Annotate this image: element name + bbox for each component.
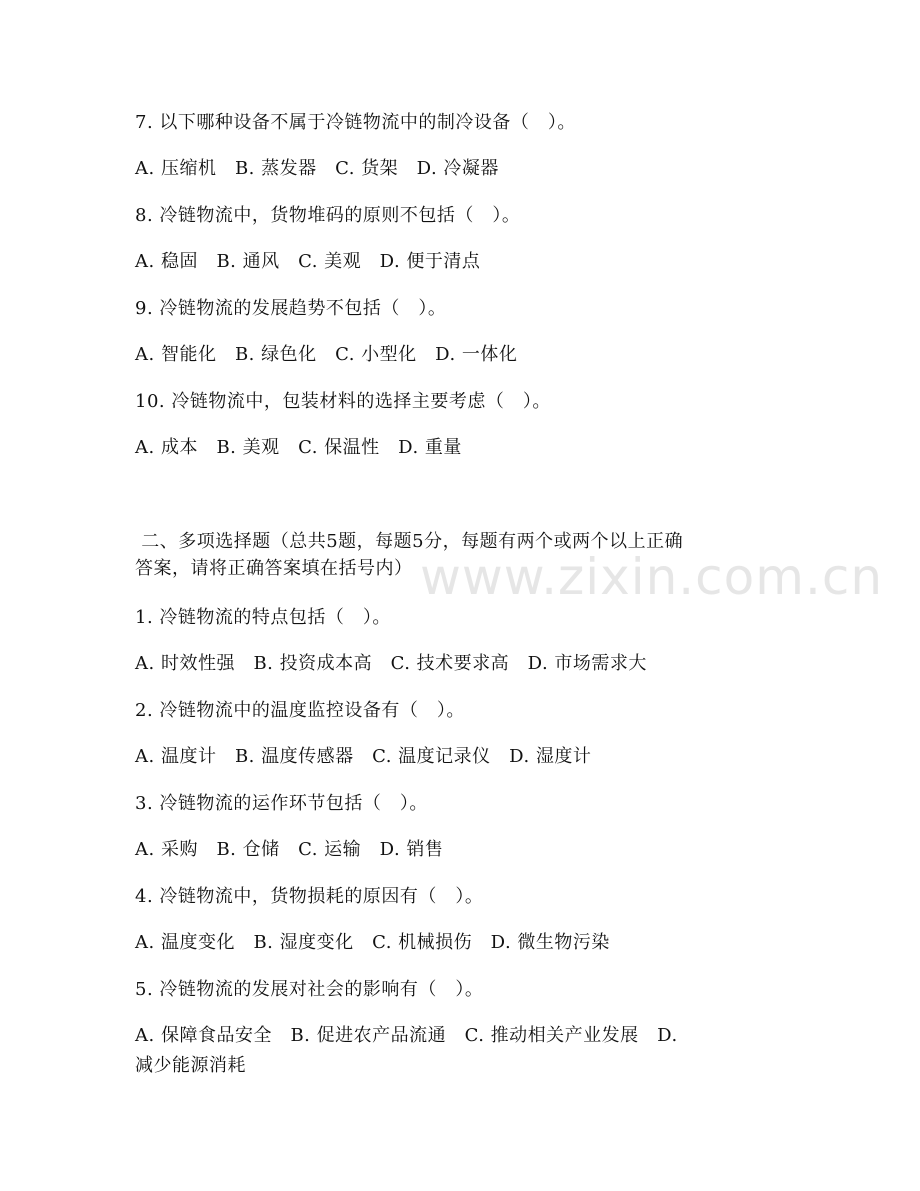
watermark: www.zixin.com.cn [420,548,884,606]
mc-question-2: 2. 冷链物流中的温度监控设备有（ ）。 [135,700,465,721]
mc-question-5: 5. 冷链物流的发展对社会的影响有（ ）。 [135,979,484,1000]
question-7: 7. 以下哪种设备不属于冷链物流中的制冷设备（ ）。 [135,112,576,133]
mc-question-4-options: A. 温度变化 B. 湿度变化 C. 机械损伤 D. 微生物污染 [135,932,610,953]
mc-question-1-options: A. 时效性强 B. 投资成本高 C. 技术要求高 D. 市场需求大 [135,653,647,674]
mc-question-2-options: A. 温度计 B. 温度传感器 C. 温度记录仪 D. 湿度计 [135,746,592,767]
mc-question-5-options-line-1: A. 保障食品安全 B. 促进农产品流通 C. 推动相关产业发展 D. [135,1025,678,1046]
question-10-options: A. 成本 B. 美观 C. 保温性 D. 重量 [135,437,462,458]
mc-question-5-options-line-2: 减少能源消耗 [135,1055,246,1076]
question-8: 8. 冷链物流中，货物堆码的原则不包括（ ）。 [135,205,521,226]
mc-question-3: 3. 冷链物流的运作环节包括（ ）。 [135,793,428,814]
question-9: 9. 冷链物流的发展趋势不包括（ ）。 [135,298,447,319]
section-heading-line-1: 二、多项选择题（总共5题，每题5分，每题有两个或两个以上正确 [135,531,684,552]
question-10: 10. 冷链物流中，包装材料的选择主要考虑（ ）。 [135,391,551,412]
question-8-options: A. 稳固 B. 通风 C. 美观 D. 便于清点 [135,251,481,272]
mc-question-4: 4. 冷链物流中，货物损耗的原因有（ ）。 [135,886,484,907]
question-9-options: A. 智能化 B. 绿色化 C. 小型化 D. 一体化 [135,344,518,365]
mc-question-3-options: A. 采购 B. 仓储 C. 运输 D. 销售 [135,839,444,860]
question-7-options: A. 压缩机 B. 蒸发器 C. 货架 D. 冷凝器 [135,158,499,179]
section-heading-line-2: 答案，请将正确答案填在括号内） [135,558,413,579]
mc-question-1: 1. 冷链物流的特点包括（ ）。 [135,607,391,628]
